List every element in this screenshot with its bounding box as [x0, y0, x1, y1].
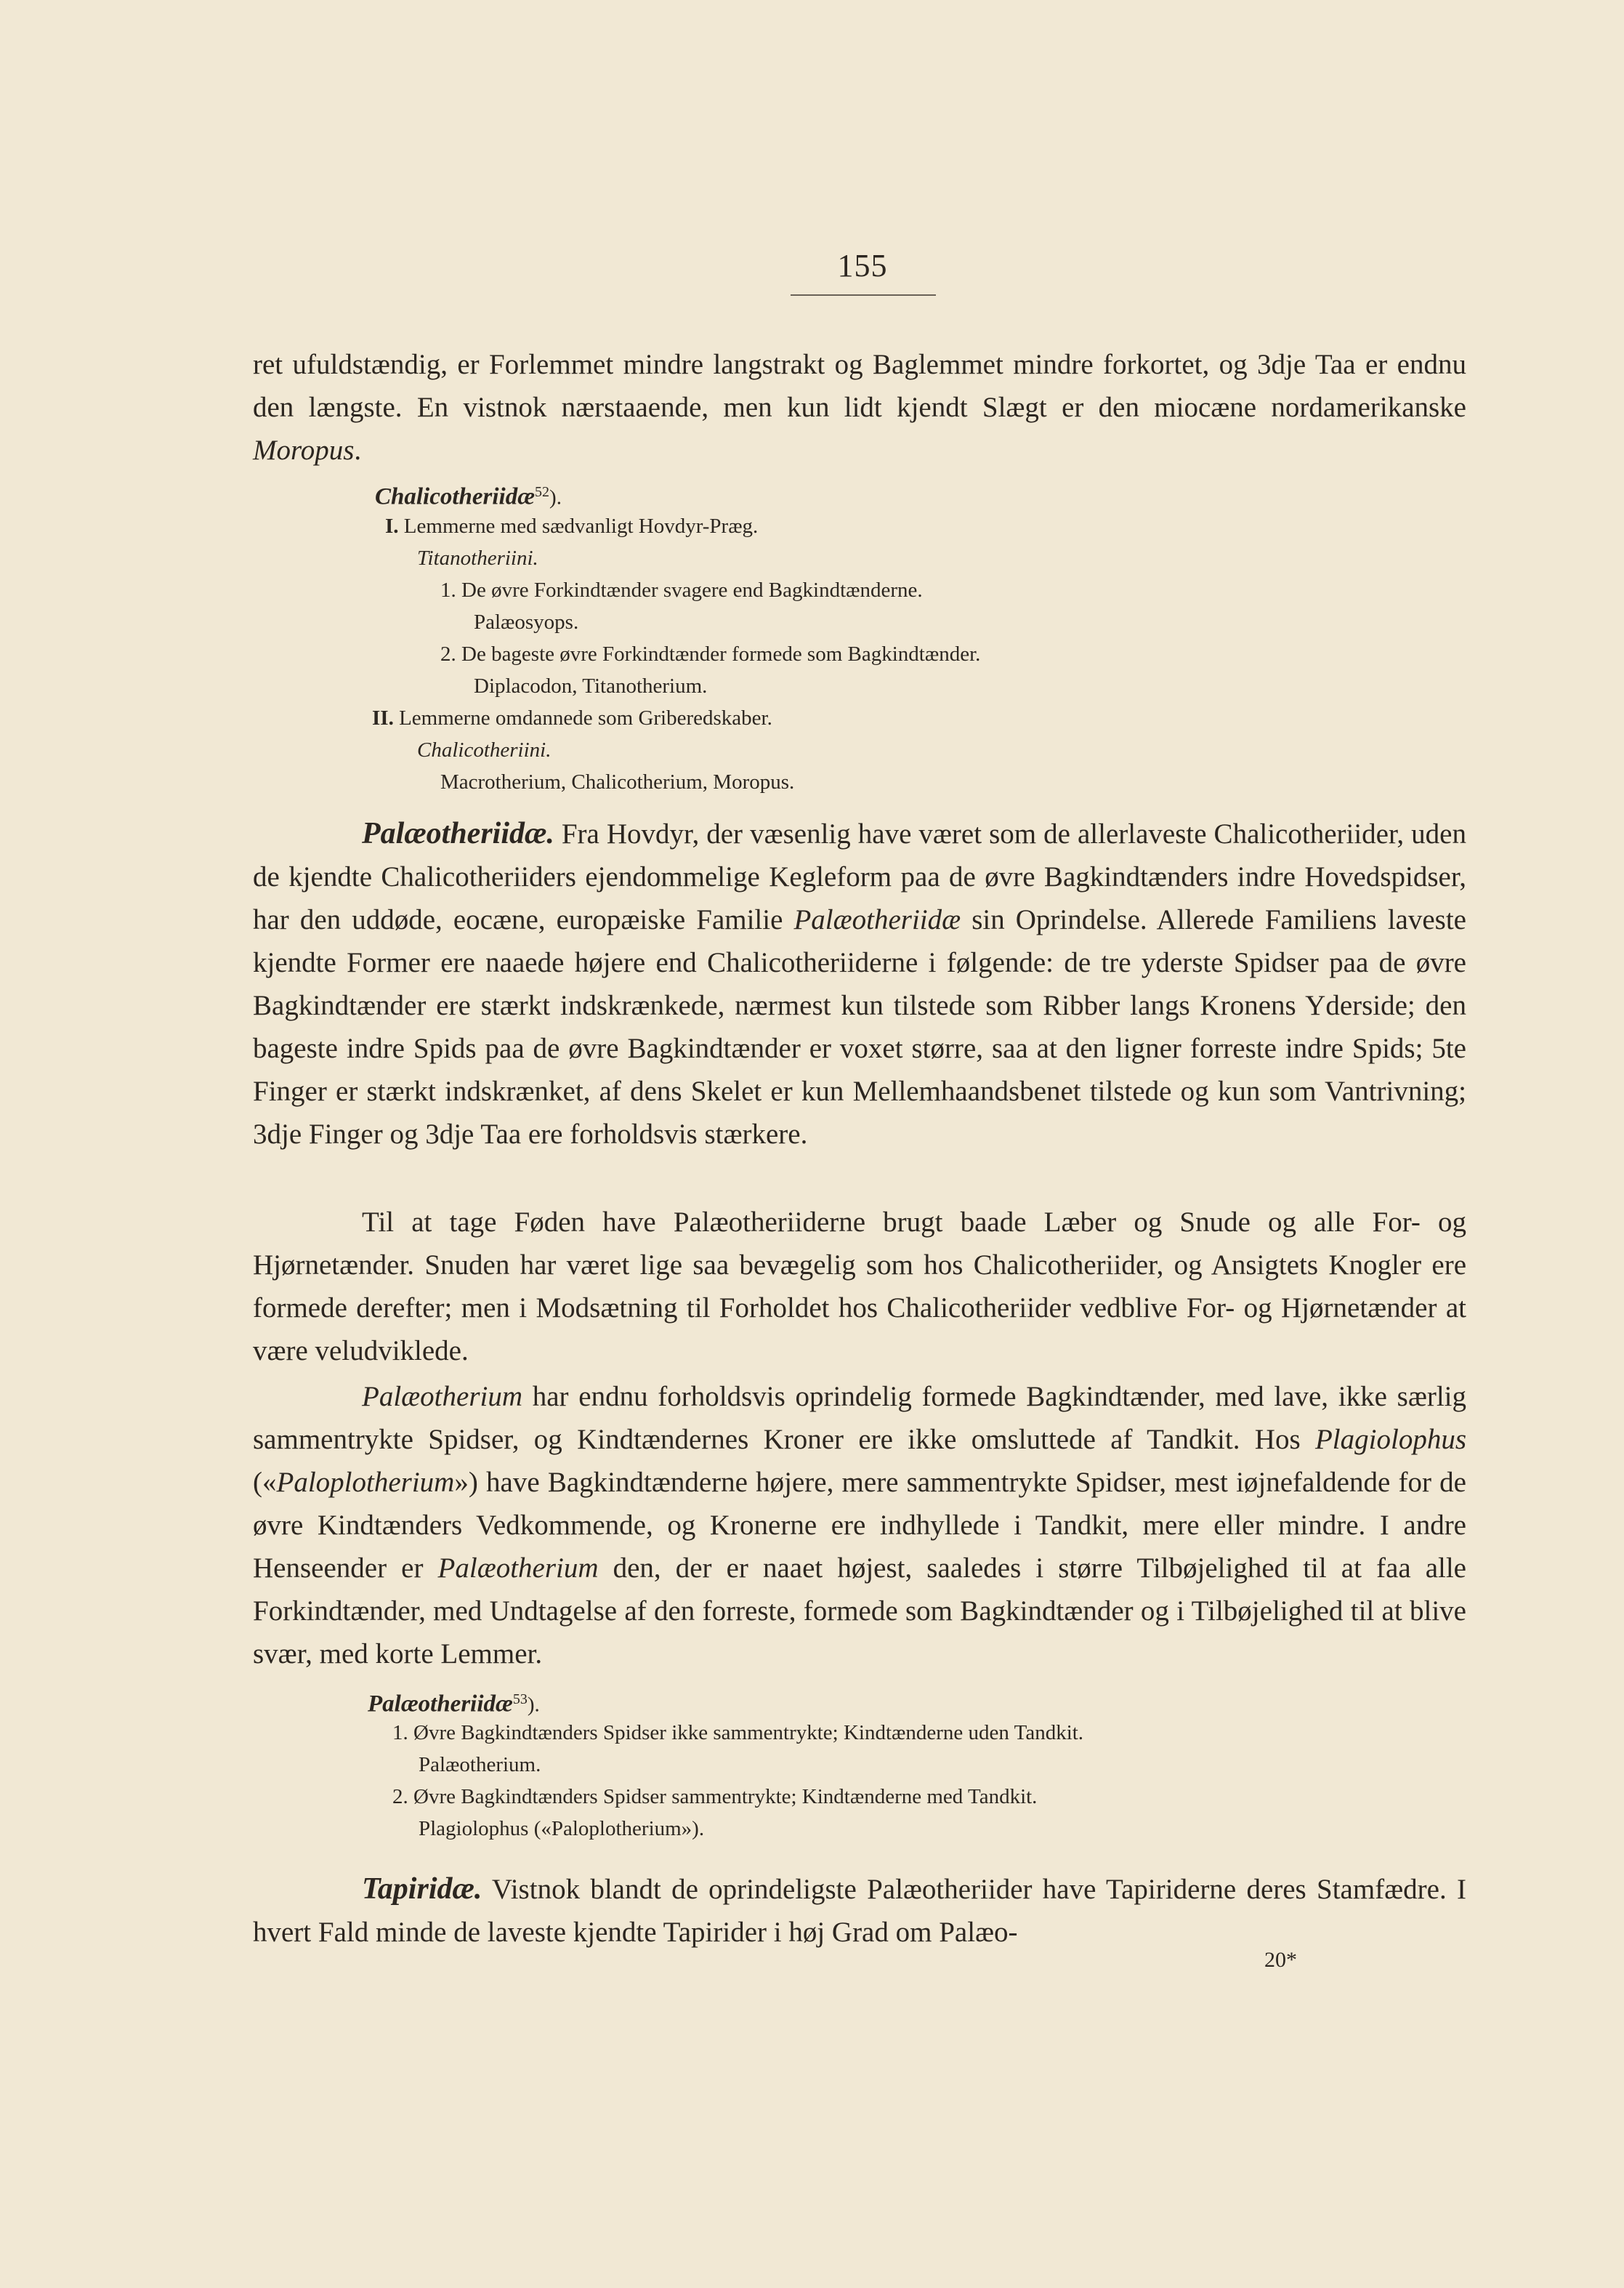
intro-text-end: .	[354, 435, 362, 466]
para-text: Fra Hovdyr, der væsenlig have været som de allerlaveste Chalicotheriider, uden de kjendte Chalicotheriiders ejendommelige Kegleform paa de øvre Bagkindtænders indre Hovedspidser, har den uddøde, eocæne, europæiske Familie	[253, 818, 1466, 935]
food-paragraph: Til at tage Føden have Palæotheriiderne brugt baade Læber og Snude og alle For- og Hjørnetænder. Snuden har været lige saa bevægelig som hos Chalicotheriider, og Ansigtets Knogler ere formede derefter; men i Modsætning til Forholdet hos Chalicotheriider vedblive For- og Hjørnetænder at være veludviklede.	[253, 1207, 1466, 1366]
printer-signature: 20*	[1264, 1948, 1297, 1972]
tapiridae-paragraph	[253, 1868, 1466, 1954]
section-heading: Palæotheriidæ.	[362, 817, 554, 850]
para-text: («	[253, 1467, 277, 1498]
chalico-row-8: Chalicotheriini.	[417, 738, 552, 762]
row-text: Lemmerne omdannede som Griberedskaber.	[399, 706, 772, 730]
palaeo-row-4: Plagiolophus («Paloplotherium»).	[419, 1817, 705, 1840]
chalico-row-1	[385, 512, 758, 541]
palaeo-row-2: Palæotherium.	[419, 1753, 541, 1776]
palaeo-table-title	[368, 1685, 540, 1720]
genus-name: Moropus	[253, 435, 355, 466]
para-text: ») have Bagkindtænderne højere, mere sammentrykte Spidser, mest iøjnefaldende for de øvre Kindtænders Vedkommende, og Kronerne ere indhyllede i Tandkit, mere eller mindre. I andre Henseender er	[253, 1467, 1466, 1584]
para-text-end: sin Oprindelse. Allerede Familiens laveste kjendte Former ere naaede højere end Chalicotheriiderne i følgende: de tre yderste Spidser paa de øvre Bagkindtænder ere stærkt indskrænkede, nærmest kun tilstede som Ribber langs Kronens Yderside; den bageste indre Spids paa de øvre Bagkindtænder er voxet større, saa at den ligner forreste indre Spids; 5te Finger er stærkt indskrænket, af dens Skelet er kun Mellemhaandsbenet tilstede og kun som Vantrivning; 3dje Finger og 3dje Taa ere forholdsvis stærkere.	[253, 904, 1466, 1150]
genus-paragraph	[253, 1375, 1466, 1675]
title-end: ).	[549, 486, 562, 509]
chalico-row-4: Palæosyops.	[474, 611, 579, 634]
chalico-row-2: Titanotheriini.	[417, 547, 538, 570]
footnote-ref: 53	[512, 1691, 528, 1707]
table-title: Chalicotheriidæ	[375, 483, 536, 510]
title-end: ).	[527, 1693, 540, 1717]
chalico-table-title	[375, 478, 562, 513]
section-heading: Tapiridæ.	[362, 1872, 482, 1906]
footnote-ref: 52	[535, 484, 550, 500]
genus-name: Plagiolophus	[1314, 1424, 1466, 1455]
roman-numeral: II.	[372, 706, 394, 730]
page-number: 155	[837, 248, 888, 283]
table-title: Palæotheriidæ	[368, 1691, 513, 1717]
chalico-row-5: 2. De bageste øvre Forkindtænder formede som Bagkindtænder.	[440, 643, 981, 666]
chalico-row-6: Diplacodon, Titanotherium.	[474, 674, 708, 698]
para-text: Vistnok blandt de oprindeligste Palæotheriider have Tapiriderne deres Stamfædre. I hvert Fald minde de laveste kjendte Tapirider i høj Grad om Palæo-	[253, 1874, 1466, 1948]
row-text: Lemmerne med sædvanligt Hovdyr-Præg.	[403, 515, 759, 538]
palaeo-row-1: 1. Øvre Bagkindtænders Spidser ikke sammentrykte; Kindtænderne uden Tandkit.	[392, 1721, 1084, 1744]
intro-paragraph	[253, 343, 1466, 472]
family-name: Palæotheriidæ	[793, 904, 961, 935]
palaeo-row-3: 2. Øvre Bagkindtænders Spidser sammentrykte; Kindtænderne med Tandkit.	[392, 1785, 1038, 1808]
genus-name: Palæotherium	[437, 1552, 599, 1584]
para-text: den, der er naaet højest, saaledes i større Tilbøjelighed til at faa alle Forkindtænder, med Undtagelse af den forreste, formede som Bagkindtænder og i Tilbøjelighed til at blive svær, med korte Lemmer.	[253, 1552, 1466, 1669]
roman-numeral: I.	[385, 515, 399, 538]
para-text: har endnu forholdsvis oprindelig formede Bagkindtænder, med lave, ikke særlig sammentrykte Spidser, og Kindtændernes Kroner ere ikke omsluttede af Tandkit. Hos	[253, 1381, 1466, 1455]
chalico-row-9: Macrotherium, Chalicotherium, Moropus.	[440, 770, 795, 794]
palaeotheriidae-paragraph	[253, 813, 1466, 1156]
genus-name: Paloplotherium	[276, 1467, 455, 1498]
page-number-rule	[791, 294, 936, 296]
chalico-row-7	[372, 704, 772, 733]
chalico-row-3: 1. De øvre Forkindtænder svagere end Bagkindtænderne.	[440, 579, 923, 602]
intro-text: ret ufuldstændig, er Forlemmet mindre langstrakt og Baglemmet mindre forkortet, og 3dje Taa er endnu den længste. En vistnok nærstaaende, men kun lidt kjendt Slægt er den miocæne nordamerikanske	[253, 349, 1466, 423]
genus-name: Palæotherium	[362, 1381, 522, 1412]
